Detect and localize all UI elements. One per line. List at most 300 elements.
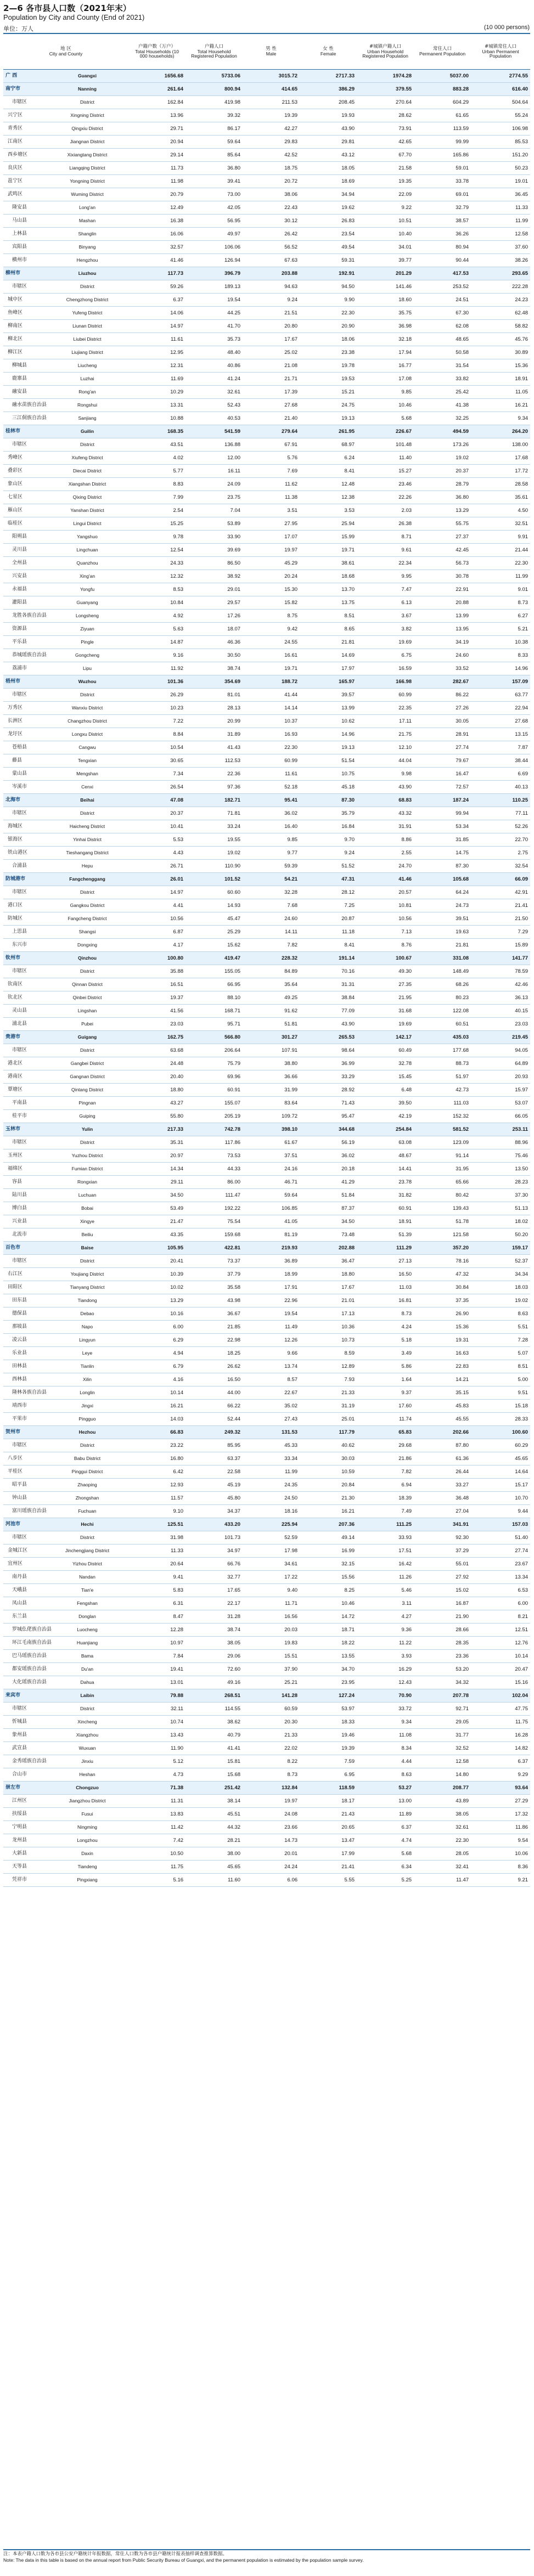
value-cell: 219.93 (243, 1242, 300, 1255)
value-cell: 37.79 (186, 1268, 243, 1281)
value-cell: 10.74 (128, 1716, 186, 1729)
value-cell: 30.12 (243, 215, 300, 228)
value-cell: 95.41 (243, 794, 300, 807)
value-cell: 30.84 (414, 1281, 471, 1294)
value-cell: 13.50 (471, 1163, 530, 1176)
table-row (3, 939, 530, 952)
area-name-en: Rong'an (46, 386, 128, 399)
value-cell: 21.86 (357, 1452, 414, 1465)
value-cell: 16.50 (357, 1268, 414, 1281)
table-row (3, 623, 530, 636)
value-cell: 43.90 (357, 781, 414, 794)
value-cell: 46.71 (243, 1176, 300, 1189)
value-cell: 48.65 (414, 333, 471, 346)
value-cell: 21.41 (471, 899, 530, 912)
value-cell: 21.30 (300, 1492, 357, 1505)
column-header-cn: 常住人口 (433, 46, 452, 52)
value-cell: 282.67 (414, 675, 471, 689)
value-cell: 13.74 (243, 1360, 300, 1373)
area-name-cn: 环江毛南族自治县 (3, 1637, 46, 1650)
value-cell: 14.14 (243, 702, 300, 715)
value-cell: 66.83 (128, 1426, 186, 1439)
value-cell: 52.37 (471, 1255, 530, 1268)
value-cell: 396.79 (186, 267, 243, 280)
table-row (3, 294, 530, 307)
value-cell: 20.84 (300, 1479, 357, 1492)
value-cell: 800.94 (186, 83, 243, 96)
value-cell: 41.56 (128, 1005, 186, 1018)
column-header-urban-registered (357, 33, 414, 70)
value-cell: 6.95 (300, 1768, 357, 1782)
value-cell: 5.00 (471, 1373, 530, 1386)
value-cell: 77.11 (471, 807, 530, 820)
value-cell: 11.74 (357, 1413, 414, 1426)
value-cell: 208.45 (300, 96, 357, 109)
value-cell: 4.17 (128, 939, 186, 952)
area-name-en: Xilin (46, 1373, 128, 1386)
table-row (3, 136, 530, 149)
area-name-en: Liuzhou (46, 267, 128, 280)
column-header-en: Total Households (10 000 households) (135, 48, 179, 59)
value-cell: 18.71 (300, 1624, 357, 1637)
value-cell: 43.32 (357, 807, 414, 820)
value-cell: 22.36 (186, 768, 243, 781)
value-cell: 24.08 (243, 1808, 300, 1821)
value-cell: 10.88 (128, 412, 186, 425)
value-cell: 159.68 (186, 1228, 243, 1242)
value-cell: 12.38 (300, 491, 357, 504)
value-cell: 19.37 (128, 991, 186, 1005)
value-cell: 55.24 (471, 109, 530, 122)
value-cell: 38.84 (300, 991, 357, 1005)
value-cell: 22.98 (186, 1334, 243, 1347)
value-cell: 8.34 (357, 1742, 414, 1755)
value-cell: 53.97 (300, 1703, 357, 1716)
value-cell: 18.02 (471, 1215, 530, 1228)
value-cell: 87.30 (300, 794, 357, 807)
value-cell: 566.80 (186, 1031, 243, 1044)
value-cell: 43.98 (186, 1294, 243, 1307)
value-cell: 28.13 (186, 702, 243, 715)
value-cell: 10.70 (471, 1492, 530, 1505)
value-cell: 7.82 (243, 939, 300, 952)
value-cell: 136.88 (186, 438, 243, 452)
value-cell: 12.93 (128, 1479, 186, 1492)
value-cell: 21.95 (357, 991, 414, 1005)
area-name-en: Luocheng (46, 1624, 128, 1637)
area-name-en: Diecai District (46, 465, 128, 478)
value-cell: 7.69 (243, 465, 300, 478)
value-cell: 12.10 (357, 741, 414, 754)
value-cell: 28.12 (300, 886, 357, 899)
value-cell: 49.30 (357, 965, 414, 978)
value-cell: 9.01 (471, 583, 530, 596)
area-name-cn: 都安瑶族自治县 (3, 1663, 46, 1676)
value-cell: 23.95 (300, 1676, 357, 1689)
value-cell: 9.51 (471, 1386, 530, 1400)
table-row (3, 1176, 530, 1189)
table-row (3, 1400, 530, 1413)
area-name-cn: 田东县 (3, 1294, 46, 1307)
value-cell: 26.83 (300, 215, 357, 228)
table-row (3, 1505, 530, 1518)
area-name-en: District (46, 965, 128, 978)
value-cell: 41.43 (186, 741, 243, 754)
value-cell: 64.89 (471, 1057, 530, 1070)
value-cell: 53.34 (414, 820, 471, 833)
area-name-en: Lingyun (46, 1334, 128, 1347)
value-cell: 42.46 (471, 978, 530, 991)
value-cell: 173.26 (414, 438, 471, 452)
table-row (3, 544, 530, 557)
area-name-cn: 八步区 (3, 1452, 46, 1465)
value-cell: 14.64 (471, 1465, 530, 1479)
area-name-cn: 邕宁区 (3, 175, 46, 188)
value-cell: 2.54 (128, 504, 186, 517)
value-cell: 22.34 (357, 557, 414, 570)
value-cell: 30.05 (414, 715, 471, 728)
value-cell: 24.60 (414, 649, 471, 662)
table-row (3, 1439, 530, 1452)
area-name-en: Xingning District (46, 109, 128, 122)
value-cell: 105.95 (128, 1242, 186, 1255)
value-cell: 9.77 (243, 847, 300, 860)
value-cell: 23.22 (128, 1439, 186, 1452)
area-name-en: Guangxi (46, 70, 128, 83)
value-cell: 117.86 (186, 1136, 243, 1149)
value-cell: 6.13 (357, 596, 414, 610)
area-name-en: Jingxi (46, 1400, 128, 1413)
table-row-region (3, 1031, 530, 1044)
value-cell: 21.08 (243, 359, 300, 373)
area-name-en: Guanyang (46, 596, 128, 610)
table-title-cn: 2—6 各市县人口数（2021年末） (3, 3, 131, 13)
value-cell: 19.97 (243, 1795, 300, 1808)
value-cell: 22.94 (471, 702, 530, 715)
value-cell: 17.32 (471, 1808, 530, 1821)
value-cell: 106.98 (471, 122, 530, 136)
area-name-cn: 阳朔县 (3, 531, 46, 544)
area-name-en: Tianlin (46, 1360, 128, 1373)
value-cell: 5.86 (357, 1360, 414, 1373)
area-name-en: Yongning District (46, 175, 128, 188)
area-name-en: Qixing District (46, 491, 128, 504)
table-row (3, 333, 530, 346)
value-cell: 7.93 (300, 1373, 357, 1386)
value-cell: 4.74 (357, 1834, 414, 1847)
value-cell: 12.00 (186, 452, 243, 465)
table-row (3, 847, 530, 860)
value-cell: 21.51 (243, 307, 300, 320)
value-cell: 21.33 (243, 1729, 300, 1742)
value-cell: 6.87 (128, 926, 186, 939)
table-row (3, 1255, 530, 1268)
value-cell: 30.50 (186, 649, 243, 662)
value-cell: 21.75 (357, 728, 414, 741)
value-cell: 6.34 (357, 1861, 414, 1874)
value-cell: 118.59 (300, 1782, 357, 1795)
column-header-en: City and County (49, 51, 83, 57)
value-cell: 22.17 (186, 1597, 243, 1610)
value-cell: 20.65 (300, 1821, 357, 1834)
value-cell: 59.39 (243, 860, 300, 873)
value-cell: 398.10 (243, 1123, 300, 1136)
value-cell: 419.98 (186, 96, 243, 109)
value-cell: 3.53 (300, 504, 357, 517)
value-cell: 17.68 (471, 452, 530, 465)
value-cell: 157.09 (471, 675, 530, 689)
value-cell: 73.00 (186, 188, 243, 201)
value-cell: 7.68 (243, 899, 300, 912)
table-row-region (3, 1782, 530, 1795)
value-cell: 29.01 (186, 583, 243, 596)
area-name-cn: 钟山县 (3, 1492, 46, 1505)
value-cell: 202.66 (414, 1426, 471, 1439)
unit-label-cn: 单位：万人 (3, 25, 33, 32)
value-cell: 182.71 (186, 794, 243, 807)
value-cell: 8.36 (471, 1861, 530, 1874)
area-name-en: Longlin (46, 1386, 128, 1400)
area-name-en: Babu District (46, 1452, 128, 1465)
value-cell: 16.59 (357, 662, 414, 675)
value-cell: 32.28 (243, 886, 300, 899)
value-cell: 21.81 (300, 636, 357, 649)
area-name-cn: 全州县 (3, 557, 46, 570)
value-cell: 16.80 (128, 1452, 186, 1465)
area-name-cn: 忻城县 (3, 1716, 46, 1729)
value-cell: 30.03 (300, 1452, 357, 1465)
table-row (3, 1716, 530, 1729)
value-cell: 12.43 (357, 1676, 414, 1689)
value-cell: 268.51 (186, 1689, 243, 1703)
value-cell: 79.67 (414, 754, 471, 768)
value-cell: 21.90 (414, 1610, 471, 1624)
value-cell: 8.73 (471, 596, 530, 610)
area-name-en: Quanzhou (46, 557, 128, 570)
table-row-region (3, 1518, 530, 1531)
area-name-cn: 天峨县 (3, 1584, 46, 1597)
value-cell: 9.90 (300, 294, 357, 307)
value-cell: 7.99 (128, 491, 186, 504)
value-cell: 29.68 (357, 1439, 414, 1452)
value-cell: 13.00 (357, 1795, 414, 1808)
value-cell: 11.62 (243, 478, 300, 491)
value-cell: 8.59 (300, 1347, 357, 1360)
value-cell: 14.73 (243, 1834, 300, 1847)
value-cell: 6.75 (357, 649, 414, 662)
area-name-cn: 西乡塘区 (3, 149, 46, 162)
table-row (3, 149, 530, 162)
value-cell: 14.80 (414, 1768, 471, 1782)
value-cell: 20.64 (128, 1558, 186, 1571)
value-cell: 15.62 (186, 939, 243, 952)
value-cell: 15.36 (414, 1321, 471, 1334)
value-cell: 14.03 (128, 1413, 186, 1426)
area-name-en: Nandan (46, 1571, 128, 1584)
value-cell: 95.47 (300, 1110, 357, 1123)
value-cell: 16.50 (186, 1373, 243, 1386)
value-cell: 26.42 (243, 228, 300, 241)
column-header-male (243, 33, 300, 70)
value-cell: 20.97 (128, 1149, 186, 1163)
value-cell: 32.25 (414, 412, 471, 425)
value-cell: 68.83 (357, 794, 414, 807)
value-cell: 17.26 (186, 610, 243, 623)
value-cell: 15.02 (414, 1584, 471, 1597)
value-cell: 110.90 (186, 860, 243, 873)
value-cell: 6.37 (128, 294, 186, 307)
value-cell: 112.53 (186, 754, 243, 768)
value-cell: 36.02 (300, 1149, 357, 1163)
value-cell: 85.53 (471, 136, 530, 149)
area-name-en: Rongshui (46, 399, 128, 412)
value-cell: 3015.72 (243, 70, 300, 83)
value-cell: 131.53 (243, 1426, 300, 1439)
value-cell: 35.31 (128, 1136, 186, 1149)
table-row (3, 1189, 530, 1202)
value-cell: 41.24 (186, 373, 243, 386)
table-row (3, 1163, 530, 1176)
value-cell: 75.46 (471, 1149, 530, 1163)
area-name-en: Qintang District (46, 1084, 128, 1097)
value-cell: 6.24 (300, 452, 357, 465)
value-cell: 17.72 (471, 465, 530, 478)
value-cell: 111.47 (186, 1189, 243, 1202)
table-row (3, 1465, 530, 1479)
table-row (3, 1347, 530, 1360)
value-cell: 68.26 (414, 978, 471, 991)
area-name-cn: 右江区 (3, 1268, 46, 1281)
value-cell: 29.05 (414, 1716, 471, 1729)
value-cell: 106.85 (243, 1202, 300, 1215)
value-cell: 254.84 (357, 1123, 414, 1136)
area-name-en: Gangkou District (46, 899, 128, 912)
value-cell: 44.33 (186, 1163, 243, 1176)
value-cell: 23.36 (414, 1650, 471, 1663)
area-name-en: Pingnan (46, 1097, 128, 1110)
value-cell: 2.03 (357, 504, 414, 517)
area-name-cn: 来宾市 (3, 1689, 46, 1703)
value-cell: 11.92 (128, 662, 186, 675)
value-cell: 18.33 (300, 1716, 357, 1729)
value-cell: 6.31 (128, 1597, 186, 1610)
value-cell: 59.26 (128, 280, 186, 294)
value-cell: 27.37 (414, 531, 471, 544)
value-cell: 44.32 (186, 1821, 243, 1834)
area-name-cn: 罗城仫佬族自治县 (3, 1624, 46, 1637)
value-cell: 36.26 (414, 228, 471, 241)
area-name-cn: 永福县 (3, 583, 46, 596)
value-cell: 27.68 (471, 715, 530, 728)
area-name-cn: 柳江区 (3, 346, 46, 359)
area-name-en: Bama (46, 1650, 128, 1663)
value-cell: 207.36 (300, 1518, 357, 1531)
area-name-cn: 市辖区 (3, 96, 46, 109)
table-row (3, 109, 530, 122)
value-cell: 94.63 (243, 280, 300, 294)
value-cell: 419.47 (186, 952, 243, 965)
value-cell: 19.62 (300, 201, 357, 215)
value-cell: 42.05 (186, 201, 243, 215)
table-row (3, 386, 530, 399)
value-cell: 7.22 (128, 715, 186, 728)
value-cell: 43.51 (128, 438, 186, 452)
value-cell: 261.95 (300, 425, 357, 438)
value-cell: 37.60 (471, 241, 530, 254)
table-row (3, 702, 530, 715)
value-cell: 24.75 (300, 399, 357, 412)
value-cell: 9.22 (357, 201, 414, 215)
value-cell: 29.81 (300, 136, 357, 149)
value-cell: 26.54 (128, 781, 186, 794)
value-cell: 28.92 (300, 1084, 357, 1097)
area-name-en: Mashan (46, 215, 128, 228)
value-cell: 19.71 (300, 544, 357, 557)
area-name-en: Chongzuo (46, 1782, 128, 1795)
value-cell: 29.57 (186, 596, 243, 610)
value-cell: 16.21 (471, 399, 530, 412)
value-cell: 11.75 (128, 1861, 186, 1874)
value-cell: 32.57 (128, 241, 186, 254)
value-cell: 5.55 (300, 1874, 357, 1887)
value-cell: 6.94 (357, 1479, 414, 1492)
value-cell: 27.35 (357, 978, 414, 991)
value-cell: 78.59 (471, 965, 530, 978)
value-cell: 45.65 (186, 1861, 243, 1874)
column-header-cn: 户籍户数（万户） (138, 43, 176, 49)
value-cell: 29.83 (243, 136, 300, 149)
area-name-cn: 百色市 (3, 1242, 46, 1255)
value-cell: 10.40 (357, 228, 414, 241)
area-name-en: Pingguo (46, 1413, 128, 1426)
area-name-cn: 融水苗族自治县 (3, 399, 46, 412)
table-row (3, 1281, 530, 1294)
value-cell: 99.99 (414, 136, 471, 149)
value-cell: 18.05 (300, 162, 357, 175)
value-cell: 34.97 (186, 1545, 243, 1558)
area-name-cn: 藤县 (3, 754, 46, 768)
value-cell: 41.46 (128, 254, 186, 267)
area-name-cn: 防城港市 (3, 873, 46, 886)
column-header-permanent (414, 33, 471, 70)
value-cell: 42.91 (471, 886, 530, 899)
value-cell: 47.32 (414, 1268, 471, 1281)
value-cell: 279.64 (243, 425, 300, 438)
value-cell: 3.11 (357, 1597, 414, 1610)
value-cell: 27.13 (357, 1255, 414, 1268)
table-row (3, 1202, 530, 1215)
value-cell: 43.35 (128, 1228, 186, 1242)
area-name-en: District (46, 1136, 128, 1149)
value-cell: 17.60 (357, 1400, 414, 1413)
table-row (3, 438, 530, 452)
value-cell: 19.13 (300, 412, 357, 425)
table-row (3, 1373, 530, 1386)
value-cell: 23.66 (243, 1821, 300, 1834)
value-cell: 9.78 (128, 531, 186, 544)
area-name-cn: 乐业县 (3, 1347, 46, 1360)
value-cell: 42.45 (414, 544, 471, 557)
value-cell: 9.42 (243, 623, 300, 636)
table-row (3, 1755, 530, 1768)
value-cell: 8.71 (357, 531, 414, 544)
table-row (3, 807, 530, 820)
value-cell: 17.98 (243, 1545, 300, 1558)
table-row (3, 1795, 530, 1808)
value-cell: 10.56 (357, 912, 414, 926)
area-name-cn: 叠彩区 (3, 465, 46, 478)
area-name-en: Wanxiu District (46, 702, 128, 715)
